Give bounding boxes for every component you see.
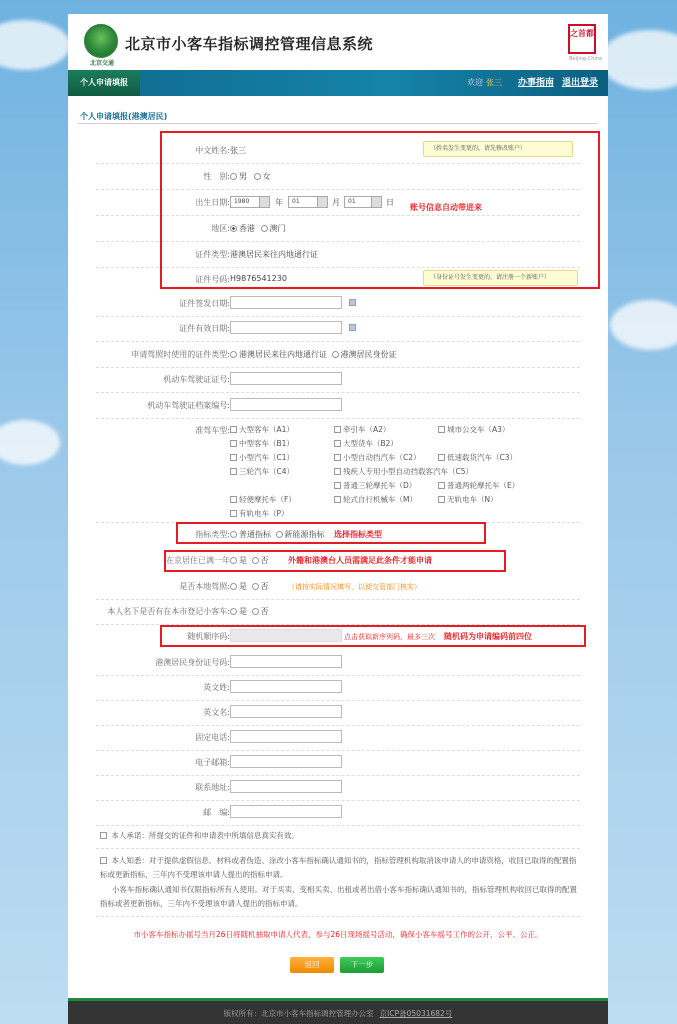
vehicle-m[interactable] (334, 494, 417, 505)
row-issue-date (68, 295, 608, 315)
checkbox[interactable] (334, 440, 341, 447)
row-en-surname (68, 679, 608, 699)
calendar-icon[interactable] (349, 324, 356, 331)
hk-id-input[interactable] (230, 655, 342, 668)
guide-link[interactable]: 办事指南 (517, 78, 554, 88)
vehicle-e[interactable] (438, 480, 519, 491)
vehicle-c5-text: 残疾人专用小型自动挡载客汽车（C5） (343, 467, 474, 476)
row-local-license (68, 578, 608, 598)
pledge-notice-2: 小客车指标确认通知书仅限指标所有人使用。对于买卖、变相买卖、出租或者出借小客车指标确认通知书的，指标管理机构收回已取得的配置指标或者更新指标，三年内不受理该申请人提出的指标申请。 (100, 885, 577, 908)
en-surname-input[interactable] (230, 680, 342, 693)
vehicle-c2-text: 小型自动挡汽车（C2） (343, 453, 421, 462)
license-doc-id-radio[interactable] (332, 351, 339, 358)
hk-id-label: 港澳居民身份证号码: (155, 658, 230, 667)
region-label: 地区: (211, 224, 230, 233)
account-info-highlight (160, 131, 600, 289)
checkbox[interactable] (438, 482, 445, 489)
cloud (600, 30, 677, 90)
indicator-type-highlight (176, 522, 486, 544)
random-code-note: 随机码为申请编码前四位 (444, 632, 532, 641)
vehicle-c1[interactable] (230, 452, 294, 463)
local-license-yes-radio[interactable] (230, 583, 237, 590)
vehicle-m-text: 轮式自行机械车（M） (343, 495, 417, 504)
vehicle-b2-text: 大型货车（B2） (343, 439, 398, 448)
pledge-commit-text: 本人承诺：所提交的证件和申请表中所填信息真实有效。 (111, 831, 299, 840)
license-file-label: 机动车驾驶证档案编号: (147, 401, 230, 410)
license-no-label: 机动车驾驶证证号: (163, 375, 230, 384)
resided-yes-text: 是 (239, 556, 247, 565)
vehicle-p[interactable] (230, 508, 289, 519)
row-license-doc-type (68, 346, 608, 366)
row-expiry-date (68, 320, 608, 340)
local-license-tip: （请按实际情况填写，以便交管部门核实） (288, 583, 421, 591)
checkbox[interactable] (230, 468, 237, 475)
local-license-yes-text: 是 (239, 582, 247, 591)
resided-no-text: 否 (260, 556, 269, 565)
icp-link[interactable]: 京ICP备05031682号 (379, 1009, 453, 1018)
account-info-note: 账号信息自动带进来 (410, 203, 482, 212)
postcode-input[interactable] (230, 805, 342, 818)
pledge-notice-checkbox[interactable] (100, 857, 107, 864)
doc-type-value: 港澳居民来往内地通行证 (230, 250, 318, 259)
logo-text: 北京交通 (89, 60, 114, 67)
row-license-file (68, 397, 608, 417)
section-title: 个人申请填报(港澳居民) (80, 112, 168, 121)
dob-year-unit: 年 (275, 198, 283, 207)
vehicle-c3[interactable] (438, 452, 517, 463)
row-registered-car (68, 603, 608, 623)
checkbox[interactable] (230, 510, 237, 517)
pledge-commit (100, 829, 578, 843)
doc-no-change-tip: （身份证号发生变更的，请注册一个新账户） (423, 270, 578, 286)
nav-user-area (467, 70, 598, 96)
vehicle-b2[interactable] (334, 438, 398, 449)
vehicle-a3[interactable] (438, 424, 509, 435)
divider (78, 123, 598, 124)
dob-year-select[interactable]: 1980 (230, 196, 270, 208)
vehicle-n-text: 无轨电车（N） (447, 495, 498, 504)
copyright-text: 版权所有：北京市小客车指标调控管理办公室 (223, 1009, 374, 1018)
registered-yes-radio[interactable] (230, 608, 237, 615)
vehicle-types-label: 准驾车型: (195, 426, 230, 435)
license-doc-type-label: 申请驾照时使用的证件类型: (131, 350, 230, 359)
expiry-date-label: 证件有效日期: (179, 324, 230, 333)
indicator-type-label: 指标类型: (195, 530, 230, 539)
license-no-input[interactable] (230, 372, 342, 385)
random-code-label: 随机顺序码: (187, 632, 230, 641)
pledge-notice-text: 本人知悉：对于提供虚假信息、材料或者伪造、涂改小客车指标确认通知书的，指标管理机构取消该申请人的申请资格，收回已取得的配置指标或更新指标，三年内不受理该申请人提出的指标申请。 (100, 856, 577, 879)
checkbox[interactable] (334, 468, 341, 475)
checkbox[interactable] (230, 454, 237, 461)
footer (68, 998, 608, 1024)
calendar-icon[interactable] (349, 299, 356, 306)
registered-car-label: 本人名下是否有在本市登记小客车: (107, 607, 230, 616)
gender-male-text: 男 (239, 172, 247, 181)
registered-yes-text: 是 (239, 607, 247, 616)
dob-label: 出生日期: (195, 198, 230, 207)
checkbox[interactable] (438, 496, 445, 503)
indicator-normal-text: 普通指标 (239, 530, 271, 539)
nav-bar (68, 70, 608, 96)
local-license-no-text: 否 (260, 582, 269, 591)
address-input[interactable] (230, 780, 342, 793)
checkbox[interactable] (230, 426, 237, 433)
issue-date-label: 证件签发日期: (179, 299, 230, 308)
vehicle-a3-text: 城市公交车（A3） (447, 425, 510, 434)
license-file-input[interactable] (230, 398, 342, 411)
en-name-label: 英文名: (203, 708, 230, 717)
vehicle-f-text: 轻便摩托车（F） (239, 495, 296, 504)
checkbox[interactable] (438, 426, 445, 433)
username: 张三 (485, 78, 502, 87)
license-doc-id-text: 港澳居民身份证 (340, 350, 397, 359)
gender-female-text: 女 (262, 172, 271, 181)
indicator-new-energy-text: 新能源指标 (284, 530, 325, 539)
email-label: 电子邮箱: (195, 758, 230, 767)
vehicle-c1-text: 小型汽车（C1） (239, 453, 295, 462)
dob-day-unit: 日 (386, 198, 394, 207)
row-en-name (68, 704, 608, 724)
vehicle-e-text: 普通两轮摩托车（E） (447, 481, 520, 490)
seal-subtitle: Beijing·China (569, 56, 602, 62)
license-doc-permit-text: 港澳居民来往内地通行证 (239, 350, 327, 359)
dob-month-unit: 月 (332, 198, 340, 207)
registered-no-text: 否 (260, 607, 269, 616)
vehicle-a1-text: 大型客车（A1） (239, 425, 294, 434)
doc-no-label: 证件号码: (195, 275, 230, 284)
cloud (610, 300, 677, 350)
checkbox[interactable] (334, 454, 341, 461)
issue-date-input[interactable] (230, 296, 342, 309)
pledge-notice (100, 854, 578, 882)
region-mo-text: 澳门 (269, 224, 286, 233)
license-doc-permit-radio[interactable] (230, 351, 237, 358)
doc-no-value: H9876541230 (230, 274, 287, 283)
vehicle-b1[interactable] (230, 438, 294, 449)
gender-label: 性 别: (203, 172, 230, 181)
vehicle-a2[interactable] (334, 424, 390, 435)
name-change-tip: （姓名发生变更的，请先修改账户） (423, 141, 573, 157)
row-hk-id (68, 654, 608, 674)
chinese-name-value: 张三 (230, 146, 246, 155)
vehicle-c4-text: 三轮汽车（C4） (239, 467, 295, 476)
logout-link[interactable]: 退出登录 (561, 78, 598, 88)
row-phone (68, 729, 608, 749)
registered-no-radio[interactable] (252, 608, 259, 615)
email-input[interactable] (230, 755, 342, 768)
capital-seal-icon: 之首都 (568, 24, 596, 54)
checkbox[interactable] (334, 496, 341, 503)
phone-label: 固定电话: (195, 733, 230, 742)
row-license-no (68, 371, 608, 391)
vehicle-c2[interactable] (334, 452, 421, 463)
vehicle-p-text: 有轨电车（P） (239, 509, 289, 518)
address-label: 联系地址: (195, 783, 230, 792)
expiry-date-input[interactable] (230, 321, 342, 334)
checkbox[interactable] (438, 454, 445, 461)
vehicle-d-text: 普通三轮摩托车（D） (343, 481, 417, 490)
next-button[interactable]: 下一步 (340, 957, 384, 973)
phone-input[interactable] (230, 730, 342, 743)
random-code-tip[interactable]: 点击获取新序列码，最多三次 (344, 633, 435, 641)
vehicle-a1[interactable] (230, 424, 294, 435)
doc-type-label: 证件类型: (195, 250, 230, 259)
tab-personal-application[interactable]: 个人申请填报 (68, 70, 140, 96)
dob-month-select[interactable]: 01 (288, 196, 328, 208)
hk-condition-note: 外籍和港澳台人员需满足此条件才能申请 (288, 556, 432, 565)
cloud (0, 20, 70, 70)
choose-indicator-note: 选择指标类型 (334, 530, 382, 539)
vehicle-c4[interactable] (230, 466, 294, 477)
vehicle-b1-text: 中型客车（B1） (239, 439, 294, 448)
vehicle-d[interactable] (334, 480, 416, 491)
main-page (68, 14, 608, 1024)
checkbox[interactable] (230, 440, 237, 447)
local-license-label: 是否本地驾照: (179, 582, 230, 591)
checkbox[interactable] (230, 496, 237, 503)
beijing-transport-logo-icon (84, 24, 118, 58)
vehicle-c5[interactable] (334, 466, 473, 477)
checkbox[interactable] (334, 482, 341, 489)
en-surname-label: 英文姓: (203, 683, 230, 692)
row-address (68, 779, 608, 799)
dob-day-select[interactable]: 01 (344, 196, 382, 208)
pledge-commit-checkbox[interactable] (100, 832, 107, 839)
vehicle-f[interactable] (230, 494, 296, 505)
row-email (68, 754, 608, 774)
row-postcode (68, 804, 608, 824)
local-license-no-radio[interactable] (252, 583, 259, 590)
postcode-label: 邮 编: (203, 808, 230, 817)
vehicle-c3-text: 低速载货汽车（C3） (447, 453, 518, 462)
vehicle-n[interactable] (438, 494, 498, 505)
system-title: 北京市小客车指标调控管理信息系统 (125, 35, 374, 53)
back-button[interactable]: 返回 (290, 957, 334, 973)
en-name-input[interactable] (230, 705, 342, 718)
vehicle-a2-text: 牵引车（A2） (343, 425, 391, 434)
header (68, 14, 608, 66)
cloud (0, 420, 60, 465)
resided-beijing-label: 在京居住已满一年 (166, 556, 230, 565)
checkbox[interactable] (334, 426, 341, 433)
region-hk-text: 香港 (239, 224, 255, 233)
chinese-name-label: 中文姓名: (195, 146, 230, 155)
lottery-notice: 市小客车指标办摇号当月26日将随机抽取申请人代表，参与26日现场摇号活动，确保小客车摇号工作的公开、公平、公正。 (133, 930, 543, 939)
welcome-text: 欢迎 (466, 78, 483, 87)
